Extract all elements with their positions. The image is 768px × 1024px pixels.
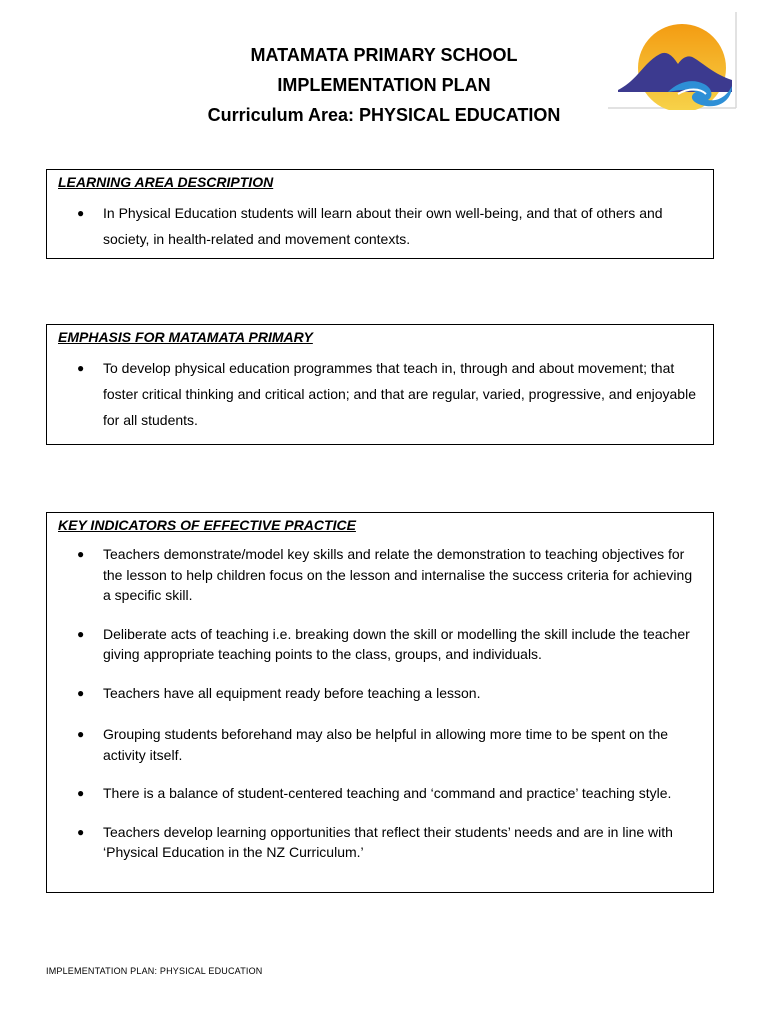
key-indicators-box <box>46 512 714 893</box>
bullet-icon: ● <box>77 685 85 700</box>
page-footer: IMPLEMENTATION PLAN: PHYSICAL EDUCATION <box>46 966 263 976</box>
bullet-icon: ● <box>77 727 85 741</box>
bullet-icon: ● <box>77 626 85 641</box>
bullet-icon: ● <box>77 547 85 561</box>
bullet-icon: ● <box>77 206 85 220</box>
bullet-item <box>47 822 713 863</box>
plan-title: IMPLEMENTATION PLAN <box>277 75 491 95</box>
section-title: EMPHASIS FOR MATAMATA PRIMARY <box>58 329 313 345</box>
bullet-item <box>47 355 713 433</box>
learning-area-description-box <box>46 169 714 259</box>
bullet-icon: ● <box>77 786 85 800</box>
section-title: LEARNING AREA DESCRIPTION <box>58 174 274 190</box>
bullet-item <box>47 544 713 606</box>
bullet-text: There is a balance of student-centered teaching and ‘command and practice’ teaching style. <box>103 785 672 801</box>
bullet-text: Teachers develop learning opportunities that reflect their students’ needs and are in line with ‘Physical Education in the NZ Curriculum.’ <box>103 823 673 860</box>
bullet-list <box>47 355 713 433</box>
bullet-list <box>47 544 713 863</box>
curriculum-area-title: Curriculum Area: PHYSICAL EDUCATION <box>207 105 561 125</box>
bullet-item <box>47 200 713 252</box>
bullet-icon: ● <box>77 824 85 839</box>
bullet-text: Grouping students beforehand may also be helpful in allowing more time to be spent on the activity itself. <box>103 726 669 763</box>
bullet-text: Teachers have all equipment ready before teaching a lesson. <box>103 684 481 701</box>
school-name: MATAMATA PRIMARY SCHOOL <box>250 45 518 65</box>
bullet-list <box>47 200 713 252</box>
section-title: KEY INDICATORS OF EFFECTIVE PRACTICE <box>58 517 356 533</box>
bullet-text: Deliberate acts of teaching i.e. breaking down the skill or modelling the skill include the teacher giving appropriate teaching points to the class, groups, and individuals. <box>103 625 690 662</box>
bullet-text: In Physical Education students will learn about their own well-being, and that of others and society, in health-related and movement contexts. <box>103 205 663 247</box>
bullet-item <box>47 783 713 804</box>
bullet-item <box>47 683 713 704</box>
bullet-text: Teachers demonstrate/model key skills and relate the demonstration to teaching objectives for the lesson to help children focus on the lesson and internalise the success criteria for achieving a specific skill. <box>103 546 693 603</box>
bullet-item <box>47 724 713 765</box>
emphasis-box <box>46 324 714 445</box>
bullet-icon: ● <box>77 361 85 375</box>
bullet-text: To develop physical education programmes that teach in, through and about movement; that foster critical thinking and critical action; and that are regular, varied, progressive, and enjoyable for all students. <box>103 360 696 428</box>
bullet-item <box>47 624 713 665</box>
school-logo-icon <box>608 12 740 110</box>
